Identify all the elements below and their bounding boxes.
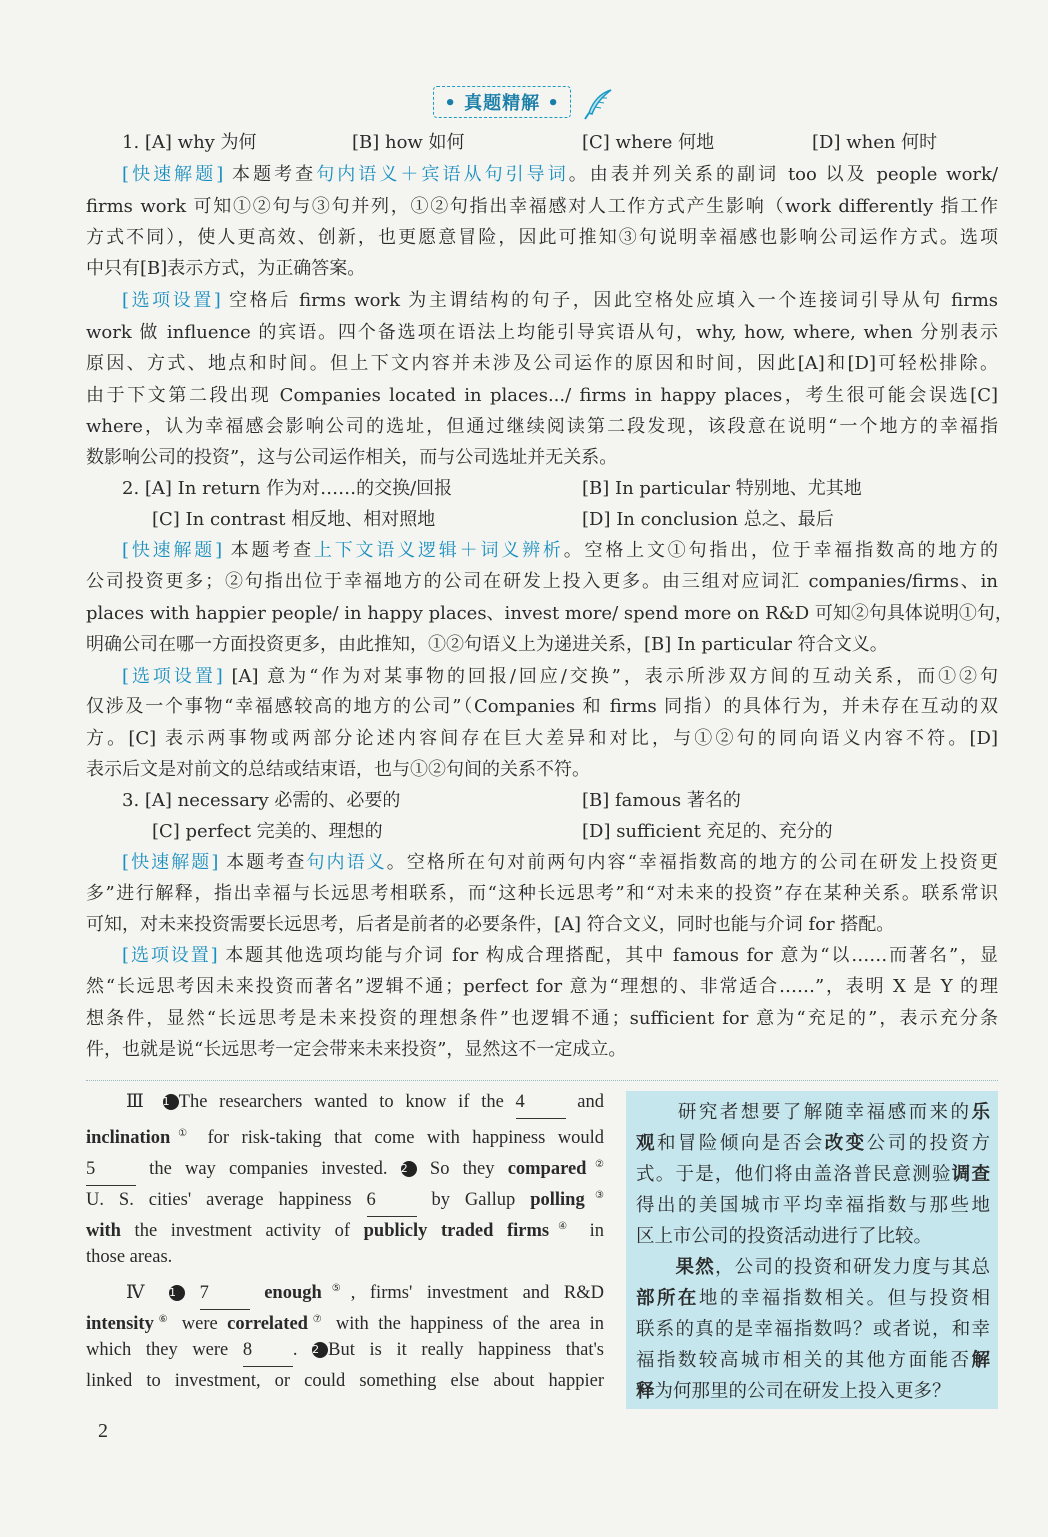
vocab-marker: ③ <box>584 1190 604 1201</box>
text-segment: 想条件，显然“长远思考是未来投资的理想条件”也逻辑不通；sufficient for 意为“充足的”，表示充分条 <box>86 1008 998 1029</box>
section-tag: [选项设置] <box>122 945 218 966</box>
text-segment: 公司的投资方 <box>866 1133 990 1154</box>
option-text: [D] sufficient 充足的、充分的 <box>582 821 833 842</box>
keyword-highlight: 句内语义＋宾语从句引导词 <box>316 164 569 185</box>
text-segment: 方。[C] 表示两事物或两部分论述内容间存在巨大差异和对比，与①②句的同向语义内容不符。[D] <box>86 728 998 749</box>
text-segment: 原因、方式、地点和时间。但上下文内容并未涉及公司运作的原因和时间，因此[A]和[D]可轻松排除。 <box>86 353 998 374</box>
text-line <box>86 194 998 220</box>
vocab-marker: ④ <box>549 1221 577 1232</box>
translation-line <box>636 1159 990 1190</box>
text-segment: 式。于是，他们将由盖洛普民意测验 <box>636 1164 952 1185</box>
sentence-number-icon: 1 <box>169 1285 185 1301</box>
text-segment: 地的幸福指数相关。但与投资相 <box>698 1288 990 1309</box>
answer-blank: 6 <box>367 1185 417 1217</box>
text-segment: So they <box>416 1159 508 1180</box>
text-line <box>122 162 998 188</box>
text-line <box>86 414 998 440</box>
text-segment: 和冒险倾向是否会 <box>656 1133 825 1154</box>
text-segment: and <box>565 1092 604 1112</box>
text-segment: 空格后 firms work 为主谓结构的句子，因此空格处应填入一个连接词引导从句 firms <box>220 290 998 311</box>
text-segment: those areas. <box>86 1247 173 1267</box>
section-tag: [快速解题] <box>122 540 223 561</box>
english-line <box>86 1242 604 1273</box>
chinese-translation <box>636 1097 990 1407</box>
key-term: 释 <box>636 1381 655 1402</box>
english-line <box>86 1304 604 1335</box>
text-segment: linked to investment, or could something else about happier <box>86 1371 604 1391</box>
text-segment: with the happiness of the area in <box>326 1314 604 1335</box>
text-segment: 。由表并列关系的副词 too 以及 people work/ <box>568 164 999 185</box>
translation-line <box>636 1345 990 1376</box>
key-term: 调查 <box>951 1164 990 1185</box>
translation-line <box>636 1190 990 1221</box>
text-segment: 。空格上文①句指出，位于幸福指数高的地方的 <box>563 540 998 561</box>
answer-blank: 8 <box>243 1335 293 1367</box>
text-segment <box>185 1283 200 1303</box>
answer-blank: 4 <box>516 1087 566 1119</box>
translation-line <box>636 1376 990 1407</box>
text-segment: 联系的真的是幸福指数吗？或者说，和幸 <box>636 1319 990 1340</box>
english-line <box>86 1211 604 1242</box>
key-term: 乐 <box>971 1102 990 1123</box>
option-text: [C] perfect 完美的、理想的 <box>152 821 383 842</box>
translation-line <box>636 1221 990 1252</box>
section-header <box>0 86 1048 121</box>
text-segment: were <box>172 1314 228 1335</box>
text-line <box>86 726 998 752</box>
text-line <box>122 943 998 969</box>
text-segment: 得出的美国城市平均幸福指数与那些地 <box>636 1195 990 1216</box>
option-text: [B] In particular 特别地、尤其地 <box>582 478 862 499</box>
text-line <box>86 320 998 346</box>
text-segment <box>250 1283 265 1303</box>
text-line <box>86 694 998 720</box>
option-text: [C] where 何地 <box>582 132 715 153</box>
text-segment: U. S. cities' average happiness <box>86 1190 367 1211</box>
english-line <box>86 1366 604 1397</box>
text-line <box>86 974 998 1000</box>
text-segment: which they were <box>86 1340 243 1360</box>
text-segment: 表示后文是对前文的总结或结束语，也与①②句间的关系不符。 <box>86 759 590 780</box>
page-number: 2 <box>98 1420 108 1442</box>
text-line <box>122 664 998 690</box>
option-text: [B] how 如何 <box>352 132 465 153</box>
vocab-marker: ② <box>586 1159 605 1170</box>
key-term: 果然 <box>675 1257 715 1278</box>
text-line <box>86 912 998 938</box>
option-text: 1. [A] why 为何 <box>122 132 257 153</box>
text-line <box>86 445 998 471</box>
keyword-highlight: 上下文语义逻辑＋词义辨析 <box>313 540 564 561</box>
english-passage <box>86 1087 604 1397</box>
vocab-word: polling <box>530 1190 585 1211</box>
key-term: 观 <box>636 1133 657 1154</box>
translation-line <box>636 1097 990 1128</box>
text-segment: 数影响公司的投资”，这与公司运作相关，而与公司选址并无关系。 <box>86 447 618 468</box>
text-line <box>86 383 998 409</box>
english-line <box>86 1273 604 1304</box>
feather-pen-icon <box>581 87 615 121</box>
text-segment: firms work 可知①②句与③句并列，①②句指出幸福感对人工作方式产生影响（work differently 指工作 <box>86 196 998 217</box>
text-segment: where，认为幸福感会影响公司的选址，但通过继续阅读第二段发现，该段意在说明“一个地方的幸福指 <box>86 416 998 437</box>
text-segment: 可知，对未来投资需要长远思考，后者是前者的必要条件，[A] 符合文义，同时也能与介词 for 搭配。 <box>86 914 895 935</box>
text-segment: the investment activity of <box>120 1221 364 1242</box>
vocab-word: with <box>86 1221 121 1242</box>
translation-line <box>636 1128 990 1159</box>
text-segment: 本题考查 <box>223 164 317 185</box>
option-text: [B] famous 著名的 <box>582 790 741 811</box>
text-segment: 明确公司在哪一方面投资更多，由此推知，①②句语义上为递进关系，[B] In particular 符合文义。 <box>86 634 888 655</box>
vocab-word: inclination <box>86 1128 171 1149</box>
text-segment: 本题考查 <box>222 540 314 561</box>
text-line <box>86 1006 998 1032</box>
text-segment: 为何那里的公司在研发上投入更多？ <box>654 1381 951 1402</box>
section-tag: [快速解题] <box>122 164 224 185</box>
key-term: 解 <box>971 1350 990 1371</box>
text-segment: 福指数较高城市相关的其他方面能否 <box>636 1350 972 1371</box>
text-segment: 公司投资更多；②句指出位于幸福地方的公司在研发上投入更多。由三组对应词汇 companies/firms、in <box>86 571 998 592</box>
option-text: 3. [A] necessary 必需的、必要的 <box>122 790 401 811</box>
text-segment: places with happier people/ in happy places、invest more/ spend more on R&D 可知②句具体说明①句， <box>86 603 1013 624</box>
english-line <box>86 1087 604 1118</box>
text-line <box>86 757 998 783</box>
text-line <box>86 569 998 595</box>
text-segment: the way companies invested. <box>136 1159 401 1180</box>
text-segment: in <box>576 1221 605 1242</box>
text-line <box>86 1037 998 1063</box>
text-line <box>122 288 998 314</box>
translation-line <box>636 1314 990 1345</box>
text-line <box>86 225 998 251</box>
vocab-marker: ⑦ <box>307 1314 327 1325</box>
answer-blank: 7 <box>200 1278 250 1310</box>
text-segment: 由于下文第二段出现 Companies located in places.../ firms in happy places，考生很可能会误选[C] <box>86 385 998 406</box>
text-segment: 。空格所在句对前两句内容“幸福指数高的地方的公司在研发上投资更 <box>386 852 999 873</box>
text-segment: . <box>292 1340 313 1360</box>
text-segment: 本题考查 <box>218 852 307 873</box>
english-line <box>86 1149 604 1180</box>
text-segment <box>636 1257 675 1278</box>
text-line <box>122 850 998 876</box>
text-segment: 多”进行解释，指出幸福与长远思考相联系，而“这种长远思考”和“对未来的投资”存在某种关系。联系常识 <box>86 883 998 904</box>
key-term: 改变 <box>824 1133 867 1154</box>
text-segment: 本题其他选项均能与介词 for 构成合理搭配，其中 famous for 意为“以……而著名”，显 <box>217 945 998 966</box>
text-segment: 中只有[B]表示方式，为正确答案。 <box>86 258 366 279</box>
option-text: [D] In conclusion 总之、最后 <box>582 509 834 530</box>
text-segment: ，公司的投资和研发力度与其总 <box>714 1257 990 1278</box>
text-line <box>122 538 998 564</box>
vocab-marker: ⑤ <box>321 1283 351 1294</box>
english-line <box>86 1118 604 1149</box>
vocab-word: compared <box>507 1159 587 1180</box>
text-segment: , firms' investment and R&D <box>350 1283 605 1304</box>
vocab-word: correlated <box>227 1314 308 1335</box>
option-text: 2. [A] In return 作为对……的交换/回报 <box>122 478 453 499</box>
vocab-word: enough <box>264 1283 322 1304</box>
english-line <box>86 1335 604 1366</box>
vocab-word: intensity <box>86 1314 154 1335</box>
section-tag: [快速解题] <box>122 852 219 873</box>
text-segment: 件，也就是说“长远思考一定会带来未来投资”，显然这不一定成立。 <box>86 1039 627 1060</box>
option-text: [C] In contrast 相反地、相对照地 <box>152 509 436 530</box>
chinese-translation-box <box>626 1091 998 1409</box>
text-line <box>86 256 998 282</box>
text-segment: 然“长远思考因未来投资而著名”逻辑不通；perfect for 意为“理想的、非常适合……”，表明 X 是 Y 的理 <box>86 976 998 997</box>
key-term: 部所在 <box>636 1288 699 1309</box>
text-segment: Ⅳ <box>126 1283 170 1304</box>
text-line <box>86 351 998 377</box>
text-segment: 区上市公司的投资活动进行了比较。 <box>636 1226 933 1247</box>
vocab-word: publicly traded firms <box>363 1221 550 1242</box>
text-segment: Ⅲ <box>126 1092 163 1112</box>
vocab-marker: ⑥ <box>153 1314 173 1325</box>
text-segment: But is it really happiness that's <box>328 1340 605 1360</box>
text-line <box>86 632 998 658</box>
text-line <box>86 601 1013 627</box>
english-line <box>86 1180 604 1211</box>
translation-line <box>636 1283 990 1314</box>
answer-blank: 5 <box>86 1154 136 1186</box>
text-segment: 仅涉及一个事物“幸福感较高的地方的公司”（Companies 和 firms 同指）的具体行为，并未存在互动的双 <box>86 696 998 717</box>
text-segment: by Gallup <box>416 1190 531 1211</box>
section-tag: [选项设置] <box>122 666 223 687</box>
option-text: [D] when 何时 <box>812 132 938 153</box>
text-line <box>86 881 998 907</box>
keyword-highlight: 句内语义 <box>306 852 387 873</box>
text-segment: The researchers wanted to know if the <box>178 1092 516 1112</box>
section-tag: [选项设置] <box>122 290 221 311</box>
sentence-number-icon: 1 <box>163 1094 179 1110</box>
sentence-number-icon: 2 <box>312 1342 328 1358</box>
vocab-marker: ① <box>170 1128 195 1139</box>
translation-line <box>636 1252 990 1283</box>
text-segment: for risk-taking that come with happiness would <box>195 1128 604 1149</box>
text-segment: [A] 意为“作为对某事物的回报/回应/交换”，表示所涉双方间的互动关系，而①②句 <box>222 666 998 687</box>
section-divider <box>86 1080 998 1081</box>
text-segment: work 做 influence 的宾语。四个备选项在语法上均能引导宾语从句，why, how, where, when 分别表示 <box>86 322 998 343</box>
text-segment: 研究者想要了解随幸福感而来的 <box>636 1102 972 1123</box>
text-segment: 方式不同），使人更高效、创新，也更愿意冒险，因此可推知③句说明幸福感也影响公司运作方式。选项 <box>86 227 998 248</box>
section-title: • 真题精解 • <box>433 86 571 118</box>
sentence-number-icon: 2 <box>401 1161 417 1177</box>
